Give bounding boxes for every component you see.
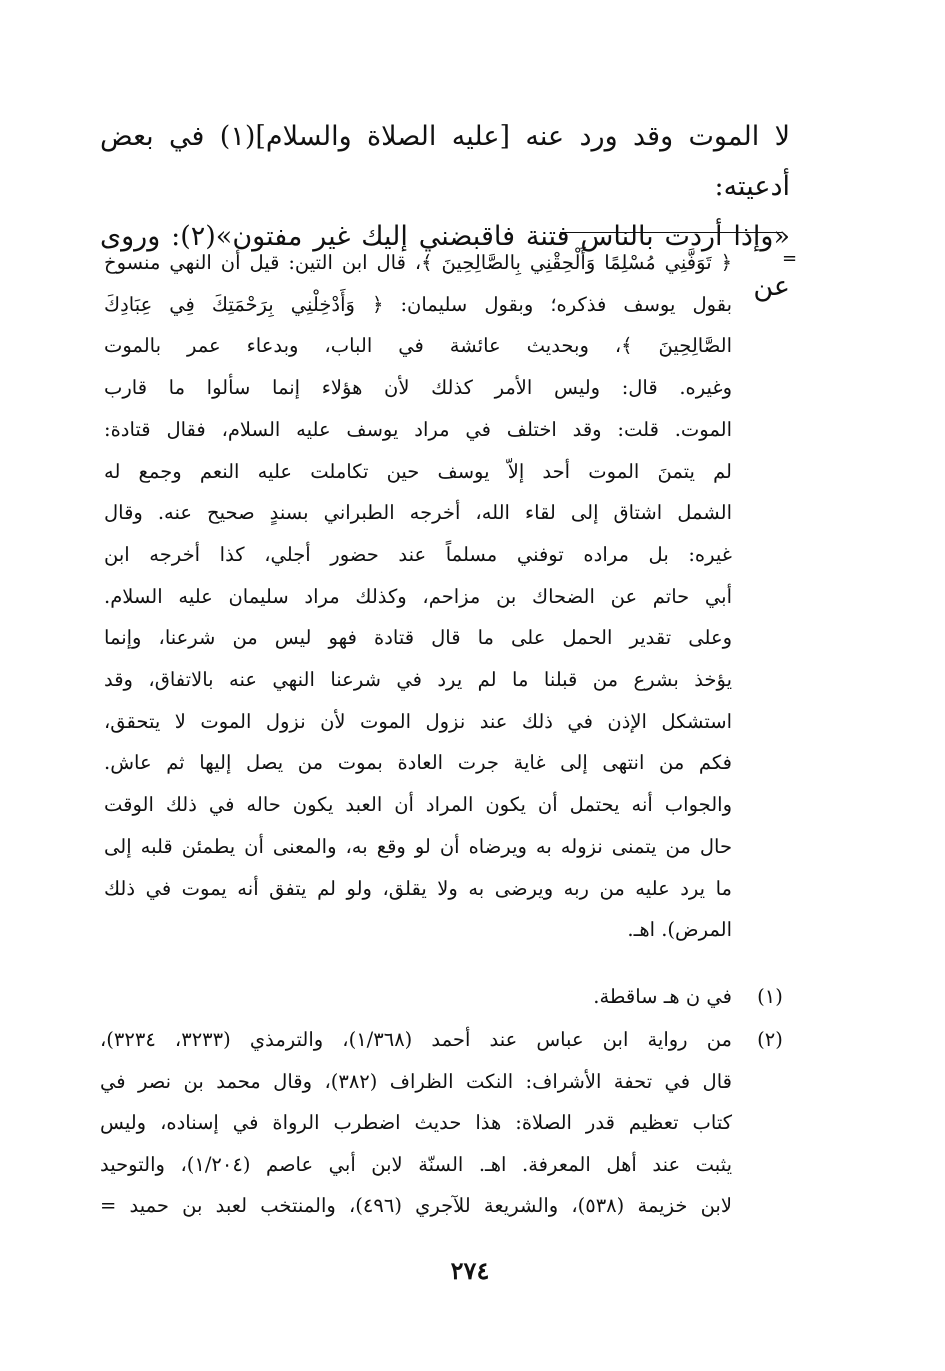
footnote-continuation xyxy=(104,242,732,951)
footnote-1 xyxy=(100,976,790,1018)
footnote-line: ﴿ تَوَفَّنِي مُسْلِمًا وَأَلْحِقْنِي بِالصَّالِحِينَ ﴾، قال ابن التين: قيل أن النهي منسوخ xyxy=(104,251,732,274)
main-line-1: لا الموت وقد ورد عنه [عليه الصلاة والسلام](١) في بعض أدعيته: xyxy=(100,121,790,202)
footnote-body xyxy=(100,976,732,1018)
page-number: ٢٧٤ xyxy=(450,1256,490,1285)
footnote-line: يثبت عند أهل المعرفة. اهـ. السنّة لابن أبي عاصم (١/٢٠٤)، والتوحيد xyxy=(100,1152,732,1176)
footnote-line: والجواب أنه يحتمل أن يكون المراد أن العبد يكون حاله في ذلك الوقت xyxy=(104,793,732,817)
footnote-line: أبي حاتم عن الضحاك بن مزاحم، وكذلك مراد سليمان عليه السلام. xyxy=(104,584,732,608)
footnote-line: وغيره. قال: وليس الأمر كذلك لأن هؤلاء إنما سألوا ما قارب xyxy=(104,376,732,400)
footnote-line: يؤخذ بشرع من قبلنا ما لم يرد في شرعنا النهي عنه بالاتفاق، وقد xyxy=(104,668,732,692)
main-line-2: «وإذا أردت بالناس فتنة فاقبضني إليك غير مفتون»(٢): وروى عن xyxy=(100,221,790,302)
footnote-line: الصَّالِحِينَ ﴾، وبحديث عائشة في الباب، وبدعاء عمر بالموت xyxy=(104,334,732,358)
footnote-2 xyxy=(100,1019,790,1234)
footnote-line: استشكل الإذن في ذلك عند نزول الموت لأن نزول الموت لا يتحقق، xyxy=(104,709,732,733)
footnote-line: لم يتمنَ الموت أحد إلاّ يوسف حين تكاملت عليه النعم وجمع له xyxy=(104,459,732,483)
footnote-line: حال من يتمنى نزوله به ويرضاه أن لو وقع به، والمعنى أن يطمئن قلبه إلى xyxy=(104,834,732,858)
footnote-line: فكم من انتهى إلى غاية جرت العادة بموت من يصل إليها ثم عاش. xyxy=(104,751,732,775)
continuation-mark: = xyxy=(782,248,798,269)
footnote-line: ما يرد عليه من ربه ويرضى به ولا يقلق، ولو لم يتفق أنه يموت في ذلك xyxy=(104,876,732,900)
footnote-line: لابن خزيمة (٥٣٨)، والشريعة للآجري (٤٩٦)، والمنتخب لعبد بن حميد = xyxy=(100,1194,732,1217)
footnote-line: في ن هـ ساقطة. xyxy=(593,985,732,1008)
footnote-number: (٢) xyxy=(757,1028,783,1051)
footnote-line: من رواية ابن عباس عند أحمد (١/٣٦٨)، والترمذي (٣٢٣٣، ٣٢٣٤)، xyxy=(100,1028,732,1051)
footnote-line: المرض). اهـ. xyxy=(627,918,732,942)
footnote-line: وعلى تقدير الحمل على ما قال قتادة فهو ليس من شرعنا، وإنما xyxy=(104,626,732,650)
footnote-line: الموت. قلت: وقد اختلف في مراد يوسف عليه السلام، فقال قتادة: xyxy=(104,417,732,441)
footnote-line: كتاب تعظيم قدر الصلاة: هذا حديث اضطرب الرواة في إسناده، وليس xyxy=(100,1111,732,1134)
footnote-body xyxy=(100,1019,732,1227)
footnote-separator xyxy=(560,232,782,233)
footnote-line: الشمل اشتاق إلى لقاء الله، أخرجه الطبراني بسندٍ صحيح عنه. وقال xyxy=(104,501,732,525)
footnote-number: (١) xyxy=(757,985,783,1008)
footnote-line: قال في تحفة الأشراف: النكت الظراف (٣٨٢)، وقال محمد بن نصر في xyxy=(100,1069,732,1093)
footnote-line: غيره: بل مراده توفني مسلماً عند حضور أجلي، كذا أخرجه ابن xyxy=(104,542,732,566)
footnote-line: بقول يوسف فذكره؛ وبقول سليمان: ﴿ وَأَدْخِلْنِي بِرَحْمَتِكَ فِي عِبَادِكَ xyxy=(104,292,732,316)
